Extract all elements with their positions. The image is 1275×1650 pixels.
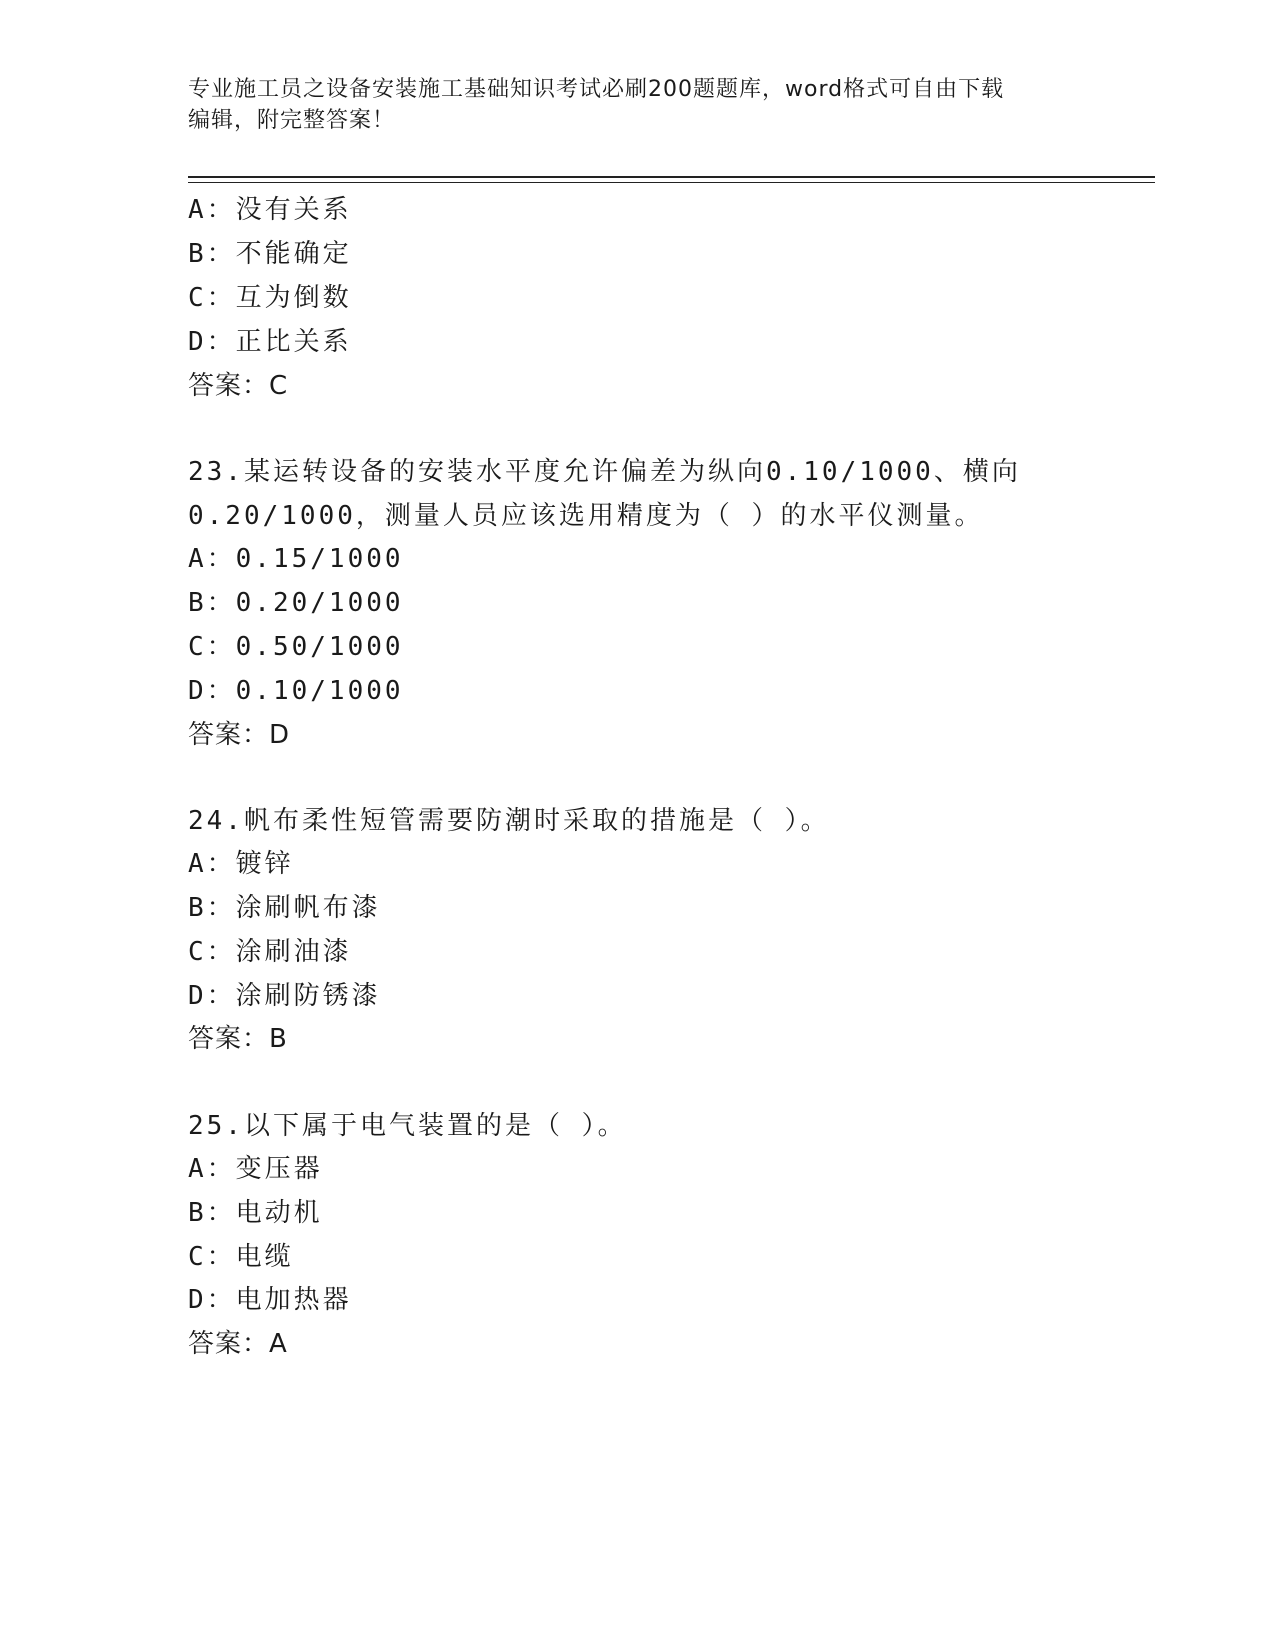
header-title-line2: 编辑，附完整答案！ (188, 108, 396, 133)
q22-option-b: B：不能确定 (188, 239, 352, 269)
q24-option-d: D：涂刷防锈漆 (188, 981, 381, 1011)
q22-option-d: D：正比关系 (188, 327, 352, 357)
q22-option-a: A：没有关系 (188, 195, 352, 225)
q23-option-c: C：0.50/1000 (188, 632, 404, 662)
q24-option-c: C：涂刷油漆 (188, 937, 352, 967)
q25-answer: 答案：A (188, 1329, 288, 1359)
header-divider (188, 176, 1155, 178)
q25-option-b: B：电动机 (188, 1198, 323, 1228)
q23-stem-line2: 0.20/1000，测量人员应该选用精度为（ ）的水平仪测量。 (188, 501, 984, 531)
q22-option-c: C：互为倒数 (188, 283, 352, 313)
q24-option-a: A：镀锌 (188, 849, 294, 879)
header-title-line1: 专业施工员之设备安装施工基础知识考试必刷200题题库，word格式可自由下载 (188, 77, 1005, 102)
q24-answer: 答案：B (188, 1024, 288, 1054)
q25-option-d: D：电加热器 (188, 1285, 352, 1315)
q24-option-b: B：涂刷帆布漆 (188, 893, 381, 923)
q25-option-a: A：变压器 (188, 1154, 323, 1184)
q25-stem: 25.以下属于电气装置的是（ ）。 (188, 1111, 627, 1141)
q24-stem: 24.帆布柔性短管需要防潮时采取的措施是（ ）。 (188, 806, 830, 836)
q25-option-c: C：电缆 (188, 1242, 294, 1272)
q23-option-a: A：0.15/1000 (188, 544, 404, 574)
header-divider-thin (188, 182, 1155, 183)
document-header (188, 74, 1088, 136)
q23-answer: 答案：D (188, 720, 291, 750)
q22-answer: 答案：C (188, 371, 289, 401)
q23-option-d: D：0.10/1000 (188, 676, 404, 706)
q23-stem-line1: 23.某运转设备的安装水平度允许偏差为纵向0.10/1000、横向 (188, 457, 1021, 487)
q23-option-b: B：0.20/1000 (188, 588, 404, 618)
